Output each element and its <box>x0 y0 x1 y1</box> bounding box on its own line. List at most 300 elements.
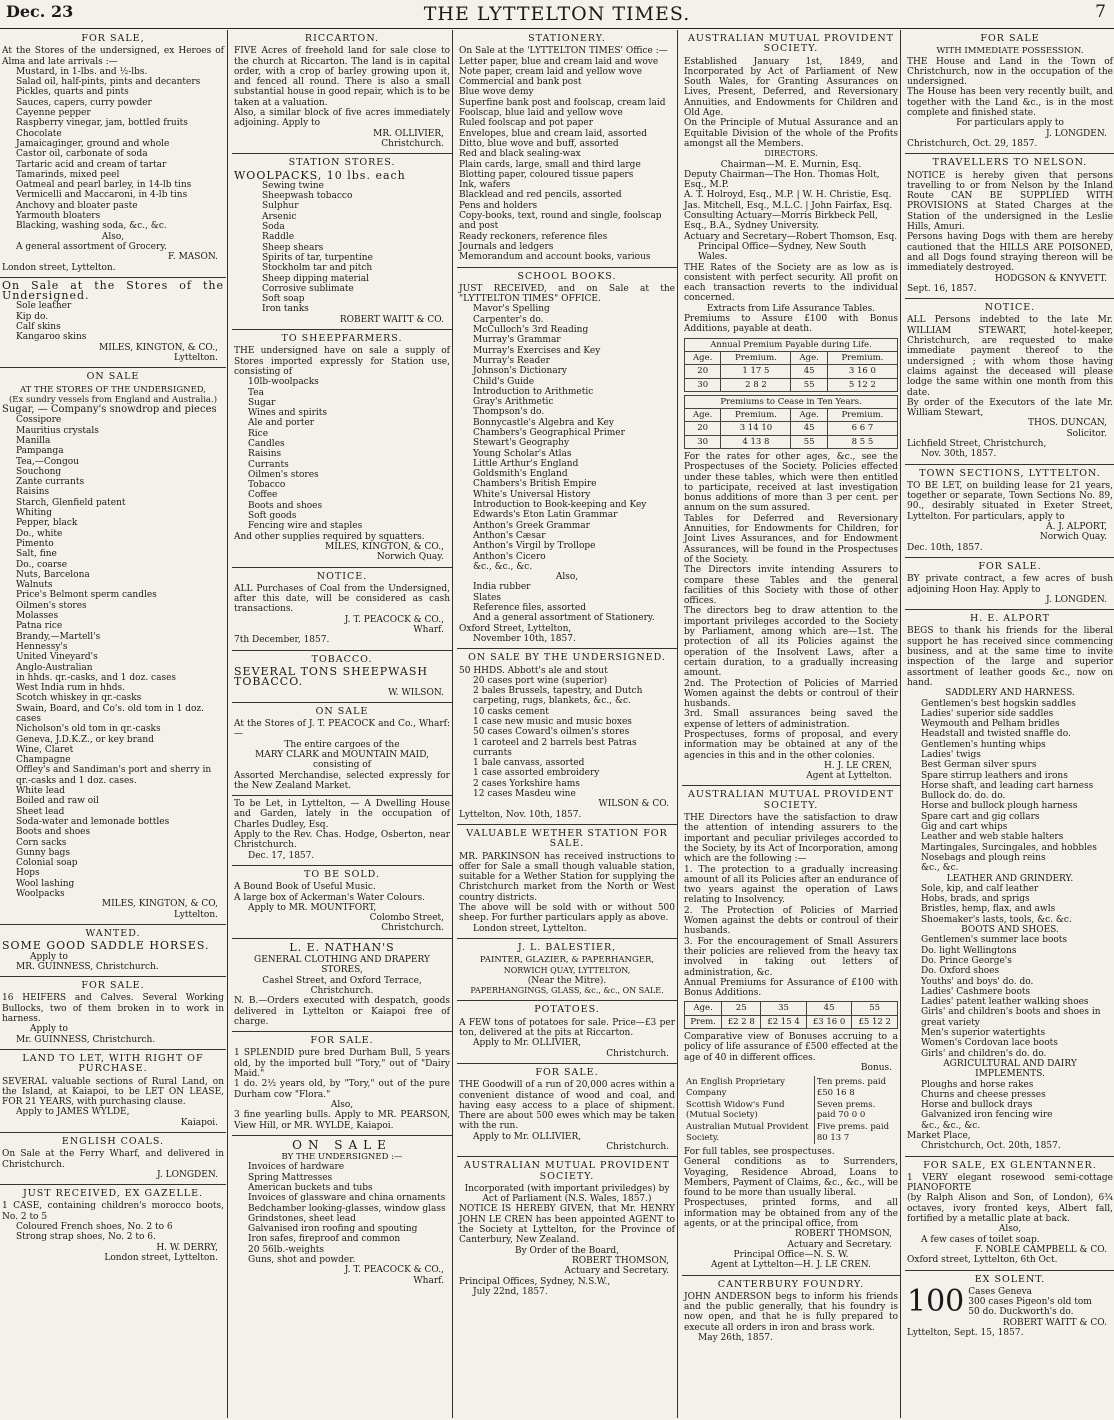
list-item: 1 case assorted embroidery <box>473 768 600 779</box>
ad-body: 3rd. Small assurances being saved the expense of letters of administration. <box>684 709 898 730</box>
list-item: Commercial and bank post <box>459 77 582 88</box>
table-cell: Seven prems. paid 70 0 0 <box>814 1099 898 1122</box>
ad-durham-bull <box>232 1032 452 1136</box>
table-cell: £3 16 0 <box>806 1015 852 1028</box>
ad-dwelling-to-let <box>232 796 452 866</box>
list-item: Introduction to Arithmetic <box>473 386 594 397</box>
list-item: Kangaroo skins <box>16 332 87 343</box>
list-item: Sole, kip, and calf leather <box>921 883 1039 894</box>
table-row <box>685 1002 898 1015</box>
ad-location: Kaiapoi. <box>180 1117 218 1128</box>
ad-to-be-sold <box>232 866 452 939</box>
list-item: &c., &c., &c. <box>473 561 533 572</box>
ad-body: The House has been very recently built, and together with the Land &c., is in the most complete and finished state. <box>907 87 1113 119</box>
list-item: Vermicelli and Maccaroni, in 4-lb tins <box>16 190 188 201</box>
list-item: West India rum in hhds. <box>16 683 126 694</box>
ad-stewart-notice <box>905 299 1114 464</box>
list-item: Bristles, hemp, flax, and awls <box>921 904 1056 915</box>
ad-line: Cashel Street, and Oxford Terrace, <box>262 975 422 986</box>
ad-amp-society <box>682 30 900 786</box>
list-item: Invoices of glassware and china ornaments <box>248 1193 446 1204</box>
ad-body: Prospectuses, forms of proposal, and every information may be obtained at any of the agencies in this and in the other colonies. <box>684 730 898 761</box>
ad-date: Lyttelton, Sept. 15, 1857. <box>907 1328 1024 1339</box>
ad-location: Wharf. <box>413 1275 444 1286</box>
list-item: Soft soap <box>262 294 305 305</box>
ad-line: Premiums to Assure £100 with Bonus Additions, payable at death. <box>684 314 898 335</box>
list-item: Anthon's Virgil by Trollope <box>473 541 596 552</box>
list-item: Anthon's Cicero <box>473 551 546 562</box>
ad-also: Also, <box>998 1224 1022 1235</box>
list-item: Mustard, in 1-lbs. and ½-lbs. <box>16 66 148 77</box>
ad-heading: J. L. BALESTIER, <box>517 941 617 953</box>
table-header: Age. <box>685 409 721 422</box>
ad-body: Comparative view of Bonuses accruing to a policy of life assurance of £500 effected at the age of 40 in different offices. <box>684 1032 898 1063</box>
ad-apply: Apply to <box>30 951 68 962</box>
list-item: Hobs, brads, and sprigs <box>921 894 1030 905</box>
ad-ex-gazelle <box>0 1185 226 1267</box>
ad-signature: J. T. PEACOCK & CO., <box>344 614 444 625</box>
list-item: Currants <box>248 459 289 470</box>
table-row <box>685 378 898 391</box>
bonus-comparison <box>684 1076 898 1144</box>
list-item: Spring Mattresses <box>248 1172 333 1183</box>
ad-body: 3. For the encouragement of Small Assurers their policies are relieved from the heavy tax involved in taking out letters of administration, &c. <box>684 936 898 978</box>
ad-signature: J. LONGDEN. <box>157 1169 218 1180</box>
ad-big-number: 100 <box>907 1283 965 1319</box>
ad-heading: TO BE SOLD. <box>304 868 380 880</box>
list-item: Red and black sealing-wax <box>459 149 581 160</box>
ad-line: Deputy Chairman—The Hon. Thomas Holt, Esq., M.P. <box>684 169 880 191</box>
ad-signature: J. LONGDEN. <box>1046 594 1107 605</box>
ad-heading: FOR SALE. <box>310 1035 374 1047</box>
column-2 <box>227 30 452 1418</box>
list-item: Colonial soap <box>16 858 78 869</box>
table-cell: 55 <box>791 435 827 448</box>
ad-body: 1 SPLENDID pure bred Durham Bull, 5 years old, by the imported bull "Tory," out of "Dairy Maid." <box>234 1048 450 1080</box>
ad-mason-grocery <box>0 30 226 278</box>
list-item: Pimento <box>16 538 54 549</box>
ad-heading: EX SOLENT. <box>974 1273 1046 1285</box>
column-3 <box>452 30 677 1418</box>
ad-line: 3 fine yearling bulls. Apply to MR. PEARSON, View Hill, or MR. WYLDE, Kaiapoi. <box>234 1110 450 1131</box>
list-item: Manilla <box>16 435 51 446</box>
list-item: Boiled and raw oil <box>16 796 99 807</box>
ad-body: THE Rates of the Society are as low as is consistent with perfect security. All profit on each transaction reverts to the individual concerned. <box>684 262 898 304</box>
ad-line: Extracts from Life Assurance Tables. <box>706 303 876 314</box>
ad-line: (Near the Mitre). <box>527 975 607 986</box>
list-item: Ditto, blue wove and buff, assorted <box>459 138 619 149</box>
ad-heading: POTATOES. <box>534 1004 600 1016</box>
list-item: 1 caroteel and 2 barrels best Patras currants <box>473 737 637 758</box>
ad-also: Also, <box>101 231 125 242</box>
list-item: Gentlemen's hunting whips <box>921 739 1046 750</box>
list-item: Reference files, assorted <box>473 603 586 614</box>
list-item: Weymouth and Pelham bridles <box>921 719 1060 730</box>
table-cell: £2 15 4 <box>761 1015 807 1028</box>
ad-subheading: BOOTS AND SHOES. <box>961 925 1059 936</box>
list-item: Headstall and twisted snaffle do. <box>921 729 1071 740</box>
list-item: Tea,—Congou <box>16 456 79 467</box>
ad-lead: On Sale at the Stores of the Undersigned. <box>2 278 224 303</box>
ad-subheading: GENERAL CLOTHING AND DRAPERY STORES, <box>254 955 430 976</box>
ad-body: On the Principle of Mutual Assurance and an Equitable Division of the whole of the Profits amongst all the Members. <box>684 118 898 149</box>
ad-body: The directors beg to draw attention to the important privileges accorded to the Society by Parliament, among which are—1st. The protection of all its Policies against the operation of the Insolvent Laws, after a certain duration, to a gradually increasing amount. <box>684 606 898 679</box>
ad-heading: TRAVELLERS TO NELSON. <box>932 157 1088 169</box>
table-row <box>685 435 898 448</box>
list-item: Do. Oxford shoes <box>921 966 1000 977</box>
ad-wether-station <box>457 825 677 939</box>
ad-body: A FEW tons of potatoes for sale. Price—£3 per ton, delivered at the pits at Riccarton. <box>459 1017 675 1039</box>
ad-body: THE Directors have the satisfaction to draw the attention of intending assurers to the important and peculiar privileges accorded to the Society, by its Act of Incorporation, among which are the following :— <box>684 813 898 865</box>
item-list <box>234 181 450 315</box>
ad-location: Colombo Street, <box>369 913 444 924</box>
list-item: Wool lashing <box>16 878 75 889</box>
ad-lead: On Sale at the 'LYTTELTON TIMES' Office :— <box>459 46 668 57</box>
list-item: Champagne <box>16 755 71 766</box>
ad-lead: Sugar, — Company's snowdrop and pieces <box>2 404 217 416</box>
ad-date: Christchurch, Oct. 20th, 1857. <box>921 1141 1061 1152</box>
ad-location: London street, Lyttelton. <box>473 923 587 934</box>
ad-apply: Apply to Mr. OLLIVIER, <box>473 1131 582 1142</box>
ad-line: Principal Office—N. S. W. <box>733 1249 849 1260</box>
ad-location: Christchurch. <box>606 1048 669 1059</box>
ad-heading: ON SALE <box>292 1137 392 1152</box>
list-item: Soft goods <box>248 511 297 522</box>
ad-goodwill-run <box>457 1064 677 1157</box>
list-item: Strong strap shoes, No. 2 to 6. <box>16 1232 156 1243</box>
table-cell: 3 16 0 <box>827 365 897 378</box>
list-item: Corn sacks <box>16 837 67 848</box>
list-item: Galvanized iron fencing wire <box>921 1110 1053 1121</box>
ad-heading: CANTERBURY FOUNDRY. <box>717 1278 865 1290</box>
list-item: Gray's Arithmetic <box>473 397 554 408</box>
ad-body: (by Ralph Alison and Son, of London), 6¾ octaves, ivory fronted keys, Albert fall, fortified by a metallic plate at back. <box>907 1193 1113 1225</box>
table-cell: £2 2 8 <box>722 1015 761 1028</box>
list-item: India rubber <box>473 582 531 593</box>
table-header: Premium. <box>721 351 791 364</box>
list-item: Jamaicaginger, ground and whole <box>16 138 170 149</box>
ad-line: The entire cargoes of the <box>284 739 400 750</box>
ad-line: The above will be sold with or without 500 sheep. For further particulars apply as above. <box>459 903 675 924</box>
ad-date: Nov. 30th, 1857. <box>921 449 997 460</box>
ad-location: Oxford street, Lyttelton, 6th Oct. <box>907 1255 1058 1266</box>
list-item: Ink, wafers <box>459 180 511 191</box>
ad-heading: STATIONERY. <box>528 33 606 44</box>
ad-body: FIVE Acres of freehold land for sale close to the church at Riccarton. The land is in capital order, with a crop of barley growing upon it, and fenced all round. There is also a small substantial house in good repair, which is to be taken at a valuation. <box>234 46 450 108</box>
list-item: Molasses <box>16 611 59 622</box>
ad-signature: J. LONGDEN. <box>1046 128 1107 139</box>
ad-body: Prospectuses, printed forms, and all information may be obtained from any of the agents, or at the principal office, from <box>684 1198 898 1230</box>
list-item: Hennessy's <box>16 641 68 652</box>
list-item: 10 casks cement <box>473 706 549 717</box>
list-item: 50 cases Coward's oilmen's stores <box>473 727 630 738</box>
ad-body: NOTICE is hereby given that persons travelling to or from Nelson by the Inland Route CAN BE SUPPLIED WITH PROVISIONS at Stated Charges at the Station of the undersigned in the Leslie Hills, Amuri. <box>907 170 1113 233</box>
ad-line: MARY CLARK and MOUNTAIN MAID, <box>255 750 429 760</box>
ad-line: By Order of the Board, <box>514 1245 620 1256</box>
ad-heading: SCHOOL BOOKS. <box>517 270 617 282</box>
list-item: 2 cases Yorkshire hams <box>473 778 580 789</box>
ad-tail: And a general assortment of Stationery. <box>473 613 655 624</box>
list-item: Women's Cordovan lace boots <box>921 1038 1058 1049</box>
list-item: Chambers's Geographical Primer <box>473 427 625 438</box>
list-item: Gentlemen's summer lace boots <box>921 935 1068 946</box>
table-cell: £5 12 2 <box>852 1015 898 1028</box>
ad-body: JOHN ANDERSON begs to inform his friends and the public generally, that his foundry is now open, and that he is fully prepared to execute all orders in iron and brass work. <box>684 1291 898 1333</box>
ad-body: SEVERAL valuable sections of Rural Land, on the Island, at Kaiapoi, to be LET ON LEASE, FOR 21 YEARS, with purchasing clause. <box>2 1076 224 1108</box>
ad-heading: VALUABLE WETHER STATION FOR SALE. <box>466 827 668 850</box>
list-item: Souchong <box>16 466 62 477</box>
list-item: Do., coarse <box>16 559 68 570</box>
table-cell: 45 <box>791 422 827 435</box>
list-item: Journals and ledgers <box>459 241 554 252</box>
list-item: Invoices of hardware <box>248 1162 345 1173</box>
ad-body: MR. PARKINSON has received instructions to offer for Sale a small though valuable station, suitable for a Wether Station for supplying the Christchurch market from the North or West country districts. <box>459 851 675 903</box>
ad-leather <box>0 278 226 368</box>
ad-signature: MILES, KINGTON, & CO., <box>99 342 218 353</box>
item-list <box>459 304 675 572</box>
ad-location: Wharf. <box>413 625 444 636</box>
ad-body: 1 VERY elegant rosewood semi-cottage PIANOFORTE <box>907 1172 1113 1194</box>
ad-ex-solent <box>905 1271 1114 1343</box>
ad-heading: FOR SALE. <box>535 1066 599 1078</box>
list-item: Raddle <box>262 232 295 243</box>
list-item: Pampanga <box>16 446 64 457</box>
list-item: Sheet lead <box>16 806 65 817</box>
column-5 <box>900 30 1114 1418</box>
ad-amp-agent <box>457 1157 677 1301</box>
list-item: Boots and shoes <box>248 500 323 511</box>
list-item: Ladies' superior side saddles <box>921 708 1054 719</box>
list-item: Superfine bank post and foolscap, cream laid <box>459 97 666 108</box>
ad-heading: LAND TO LET, WITH RIGHT OF PURCHASE. <box>22 1052 204 1075</box>
table-cell: 1 17 5 <box>721 365 791 378</box>
ad-line: 1 do. 2½ years old, by "Tory," out of the pure Durham cow "Flora." <box>234 1079 450 1100</box>
list-item: Soda-water and lemonade bottles <box>16 816 170 827</box>
ad-line: consisting of <box>312 760 372 771</box>
list-item: Sheepwash tobacco <box>262 191 353 202</box>
list-item: Woolpacks <box>16 889 65 900</box>
ad-body: Tables for Deferred and Reversionary Annuities, for Endowments for Children, for Joint Lives Assurances, and for Endowment Assurances, will be found in the Prospectuses of the Society. <box>684 513 898 565</box>
item-list <box>907 1080 1113 1131</box>
ad-signature: ROBERT THOMSON, <box>795 1229 892 1240</box>
annual-premium-table <box>684 1001 898 1029</box>
item-list <box>234 1162 450 1265</box>
ad-body: BY private contract, a few acres of bush adjoining Hoon Hay. Apply to <box>907 574 1113 595</box>
list-item: Sauces, capers, curry powder <box>16 97 152 108</box>
list-item: Wines and spirits <box>248 408 328 419</box>
table-row <box>684 1076 898 1099</box>
ad-heading: ON SALE BY THE UNDERSIGNED. <box>468 652 666 664</box>
list-item: Leather and web stable halters <box>921 832 1064 843</box>
ad-line: For particulars apply to <box>956 118 1064 129</box>
ad-lead: At the Stores of the undersigned, ex Heroes of Alma and late arrivals :— <box>2 46 224 67</box>
ad-body: For the rates for other ages, &c., see the Prospectuses of the Society. Policies effected under these tables, which were then entitled to participate, received at last investigation bonus additions of more than 3 per cent. per annum on the sum assured. <box>684 451 898 514</box>
ad-house-christchurch <box>905 30 1114 154</box>
table-cell: Australian Mutual Provident Society. <box>686 1122 809 1143</box>
ad-heading: H. E. ALPORT <box>970 613 1050 625</box>
list-item: Sugar <box>248 397 276 408</box>
ad-balestier <box>457 939 677 1001</box>
list-item: Pepper, black <box>16 518 78 529</box>
ad-wanted-horses <box>0 925 226 977</box>
list-item: Carpenter's do. <box>473 314 544 325</box>
table-header: Age. <box>685 351 721 364</box>
ad-body: SEVERAL TONS SHEEPWASH TOBACCO. <box>234 664 428 689</box>
list-item: in hhds. qr.-casks, and 1 doz. cases <box>16 672 177 683</box>
item-list <box>2 301 224 342</box>
list-item: Girls' and children's boots and shoes in great variety <box>921 1007 1101 1028</box>
ad-signature: WILSON & CO. <box>598 799 669 810</box>
item-list <box>907 935 1113 1059</box>
ad-heading: RICCARTON. <box>304 33 380 44</box>
list-item: Spirits of tar, turpentine <box>262 252 373 263</box>
list-item: Oatmeal and pearl barley, in 14-lb tins <box>16 180 192 191</box>
list-item: Do., white <box>16 528 63 539</box>
ad-tobacco <box>232 651 452 703</box>
list-item: Raspberry vinegar, jam, bottled fruits <box>16 118 188 129</box>
list-item: Salt, fine <box>16 549 57 560</box>
ad-heading: AUSTRALIAN MUTUAL PROVIDENT SOCIETY. <box>464 1160 670 1182</box>
ad-body: 1 CASE, containing children's morocco boots, No. 2 to 5 <box>2 1201 224 1222</box>
list-item: Fencing wire and staples <box>248 521 363 532</box>
ad-peacock-hardware <box>232 1136 452 1290</box>
list-item: 10lb-woolpacks <box>248 377 319 388</box>
list-item: Horse shaft, and leading cart harness <box>921 780 1094 791</box>
list-item: Calf skins <box>16 322 61 333</box>
ad-body: A Bound Book of Useful Music. <box>234 882 376 893</box>
ad-location: Principal Offices, Sydney, N.S.W., <box>459 1276 611 1287</box>
list-item: 2 bales Brussels, tapestry, and Dutch carpeting, rugs, blankets, &c., &c. <box>473 686 643 707</box>
ad-body: On Sale at the Ferry Wharf, and delivered in Christchurch. <box>2 1149 224 1170</box>
ad-subheading: Incorporated (with important priviledges) by Act of Parliament (N.S. Wales, 1857.) <box>464 1183 670 1205</box>
ad-subheading: DIRECTORS. <box>764 149 818 159</box>
list-item: Martingales, Surcingales, and hobbles <box>921 842 1097 853</box>
column-4 <box>677 30 900 1418</box>
item-list <box>2 67 224 232</box>
table-row <box>685 422 898 435</box>
list-item: Note paper, cream laid and yellow wove <box>459 66 642 77</box>
ad-alport-saddlery <box>905 610 1114 1156</box>
ad-lead: 50 HHDS. Abbott's ale and stout <box>459 665 608 676</box>
list-item: Candles <box>248 438 285 449</box>
ad-line: A few cases of toilet soap. <box>921 1234 1040 1245</box>
ad-english-coals <box>0 1133 226 1185</box>
ad-body: General conditions as to Surrenders, Voyaging, Residence Abroad, Loans to Members, Payment of Claims, &c., &c., will be found to be more than usually liberal. <box>684 1157 898 1199</box>
ad-heading: FOR SALE. <box>978 560 1042 572</box>
list-item: Arsenic <box>262 211 297 222</box>
table-header: Premium. <box>827 409 897 422</box>
table-cell: Prem. <box>685 1015 722 1028</box>
ad-heading: TOWN SECTIONS, LYTTELTON. <box>919 467 1101 479</box>
ad-bush-acres <box>905 558 1114 610</box>
ad-subheading: BY THE UNDERSIGNED :— <box>281 1152 403 1163</box>
ad-signature: Solicitor. <box>1066 428 1107 439</box>
ad-signature: W. WILSON. <box>388 687 444 698</box>
ad-sheepfarmers <box>232 330 452 568</box>
ad-body: At the Stores of J. T. PEACOCK and Co., Wharf:— <box>234 719 450 740</box>
list-item: Mauritius crystals <box>16 425 99 436</box>
ad-heading: TO SHEEPFARMERS. <box>281 333 403 345</box>
list-item: Coffee <box>248 490 278 501</box>
list-item: Chocolate <box>16 128 62 139</box>
ad-date: Lyttelton, Nov. 10th, 1857. <box>459 809 582 820</box>
list-item: Grindstones, sheet lead <box>248 1213 356 1224</box>
masthead <box>0 0 1114 29</box>
list-item: Memorandum and account books, various <box>459 252 651 263</box>
list-item: Oilmen's stores <box>16 600 87 611</box>
list-item: Horse and bullock plough harness <box>921 801 1078 812</box>
list-item: Letter paper, blue and cream laid and wove <box>459 56 659 67</box>
list-item: Iron tanks <box>262 304 309 315</box>
list-item: Nuts, Barcelona <box>16 569 90 580</box>
ad-body: ALL Persons indebted to the late Mr. WILLIAM STEWART, hotel-keeper, Christchurch, are requested to make immediate payment thereof to the undersigned ; with whom those having claims against the deceased will please lodge the same within one month from this date. <box>907 315 1113 398</box>
ad-body: THE Goodwill of a run of 20,000 acres within a convenient distance of wood and coal, and having easy access to a place of shipment. There are about 500 ewes which may be taken with the run. <box>459 1080 675 1132</box>
ad-body: THE House and Land in the Town of Christchurch, now in the occupation of the undersigned. <box>907 56 1113 88</box>
ad-also: Also, <box>330 1099 354 1110</box>
list-item: 20 cases port wine (superior) <box>473 675 608 686</box>
ad-location: Lichfield Street, Christchurch, <box>907 438 1047 449</box>
ad-body: N. B.—Orders executed with despatch, goods delivered in Lyttelton or Kaiapoi free of charge. <box>234 996 450 1027</box>
list-item: Pickles, quarts and pints <box>16 87 129 98</box>
ad-riccarton <box>232 30 452 154</box>
ad-line: Consulting Actuary—Morris Birkbeck Pell, Esq., B.A., Sydney University. <box>684 211 878 232</box>
ad-canterbury-foundry <box>682 1276 900 1348</box>
table-caption: Premiums to Cease in Ten Years. <box>685 395 898 408</box>
list-item: Sheep shears <box>262 242 324 253</box>
list-item: Copy-books, text, round and single, foolscap and post <box>459 211 662 232</box>
item-list <box>2 1222 224 1243</box>
table-header: Age. <box>791 351 827 364</box>
list-item: Salad oil, half-pints, pints and decanters <box>16 77 201 88</box>
ad-body: 1. The protection to a gradually increasing amount of all its Policies after an endurance of two years against the operation of Laws relating to Insolvency. <box>684 864 898 906</box>
ad-body: By order of the Executors of the late Mr. William Stewart, <box>907 397 1113 419</box>
table-row <box>685 365 898 378</box>
table-cell: 45 <box>791 365 827 378</box>
ad-body: 16 HEIFERS and Calves. Several Working Bullocks, two of them broken in to work in harness. <box>2 993 224 1025</box>
ad-body: TO BE LET, on building lease for 21 years, together or separate, Town Sections No. 89, 90., desirably situated in Exeter Street, Lyttelton. For particulars, apply to <box>907 480 1113 522</box>
ad-peacock-cargoes <box>232 703 452 796</box>
ad-subheading: (Ex sundry vessels from England and Australia.) <box>8 394 218 405</box>
ad-date: November 10th, 1857. <box>473 633 576 644</box>
ad-body: Persons having Dogs with them are hereby cautioned that the HILLS ARE POISONED, and all Dogs found straying thereon will be immediately destroyed. <box>907 232 1113 274</box>
ad-location: Christchurch. <box>381 923 444 934</box>
table-cell: 30 <box>685 378 721 391</box>
ad-heading: NOTICE. <box>316 570 368 582</box>
table-header: Premium. <box>827 351 897 364</box>
list-item: Corrosive sublimate <box>262 283 354 294</box>
ad-signature: ROBERT WAITT & CO. <box>339 314 444 325</box>
table-row <box>684 1121 898 1144</box>
list-item: Stewart's Geography <box>473 438 570 449</box>
list-item: Raisins <box>248 449 282 460</box>
ad-signature: MILES, KINGTON, & CO., <box>325 541 444 552</box>
list-item: Brandy,—Martell's <box>16 631 101 642</box>
ad-apply: Apply to MR. MOUNTFORT, <box>248 902 377 913</box>
list-item: Edwards's Eton Latin Grammar <box>473 510 618 521</box>
list-item: Men's superior watertights <box>921 1028 1046 1039</box>
list-item: Price's Belmont sperm candles <box>16 590 157 601</box>
list-item: White lead <box>16 786 66 797</box>
ad-heading: STATION STORES. <box>288 157 396 169</box>
list-item: Slates <box>473 592 501 603</box>
list-item: Sewing twine <box>262 180 324 191</box>
ad-date: Dec. 10th, 1857. <box>907 542 983 553</box>
ad-heading: ON SALE <box>315 705 369 717</box>
ad-signature: H. W. DERRY, <box>156 1242 218 1253</box>
list-item: 300 cases Pigeon's old tom <box>968 1297 1092 1308</box>
ad-line: A large box of Ackerman's Water Colours. <box>234 892 425 903</box>
ad-travellers-nelson <box>905 154 1114 299</box>
